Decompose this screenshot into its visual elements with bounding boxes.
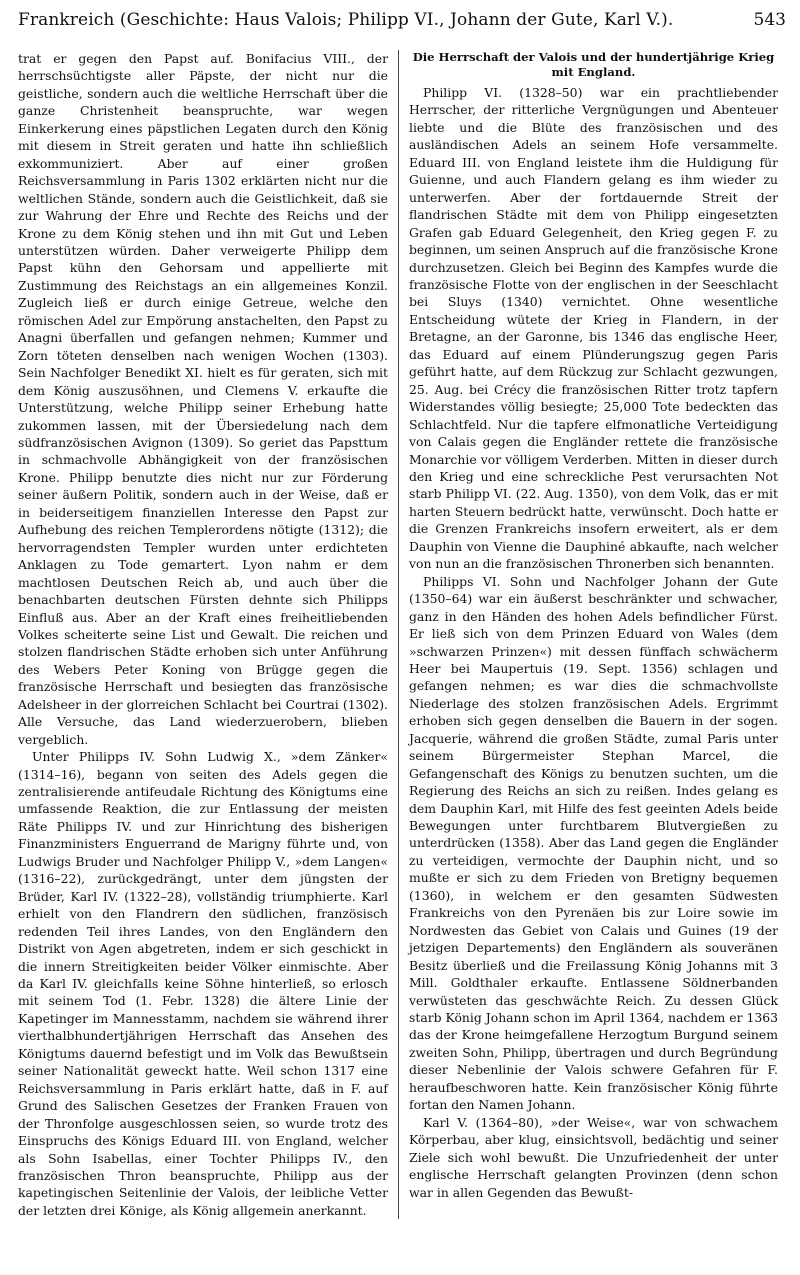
right-column xyxy=(398,50,778,1219)
paragraph: Philipp VI. (1328–50) war ein prachtliebender Herrscher, der ritterliche Vergnügungen und Abenteuer liebte und die Blüte des französischen und des ausländischen Adels an seinem Hofe versammelte. Eduard III. von England leistete ihm die Huldigung für Guienne, und auch Flandern gelang es ihm wieder zu unterwerfen. Aber der fortdauernde Streit der flandrischen Städte mit dem von Philipp eingesetzten Grafen gab Eduard Gelegenheit, den Krieg gegen F. zu beginnen, um seinen Anspruch auf die französische Krone durchzusetzen. Gleich bei Beginn des Kampfes wurde die französische Flotte von der englischen in der Seeschlacht bei Sluys (1340) vernichtet. Ohne wesentliche Entscheidung wütete der Krieg in Flandern, in der Bretagne, an der Garonne, bis 1346 das englische Heer, das Eduard auf einem Plünderungszug gegen Paris geführt hatte, auf dem Rückzug zur Schlacht gezwungen, 25. Aug. bei Crécy die französischen Ritter trotz tapfern Widerstandes völlig besiegte; 25,000 Tote bedeckten das Schlachtfeld. Nur die tapfere elfmonatliche Verteidigung von Calais gegen die Engländer rettete die französische Monarchie vor völligem Verderben. Mitten in dieser durch den Krieg und eine schreckliche Pest verursachten Not starb Philipp VI. (22. Aug. 1350), von dem Volk, das er mit harten Steuern bedrückt hatte, verwünscht. Doch hatte er die Grenzen Frankreichs insofern erweitert, als er dem Dauphin von Vienne die Dauphiné abkaufte, nach welcher von nun an die französischen Thronerben sich benannten. xyxy=(409,85,778,572)
paragraph: trat er gegen den Papst auf. Bonifacius VIII., der herrschsüchtigste aller Päpste, der nicht nur die geistliche, sondern auch die weltliche Herrschaft über die ganze Christenheit beanspruchte, war wegen Einkerkerung eines päpstlichen Legaten durch den König mit diesem in Streit geraten und hatte ihn schließlich exkommuniziert. Aber auf einer großen Reichsversammlung in Paris 1302 erklärten nicht nur die weltlichen Stände, sondern auch die Geistlichkeit, daß sie zur Wahrung der Ehre und Rechte des Reichs und der Krone zu dem König stehen und ihn mit Gut und Leben unterstützen würden. Daher verweigerte Philipp dem Papst kühn den Gehorsam und appellierte mit Zustimmung des Reichstags an ein allgemeines Konzil. Zugleich ließ er durch einige Getreue, welche den römischen Adel zur Empörung anstachelten, den Papst zu Anagni überfallen und gefangen nehmen; Kummer und Zorn töteten denselben nach wenigen Wochen (1303). Sein Nachfolger Benedikt XI. hielt es für geraten, sich mit dem König auszusöhnen, und Clemens V. erkaufte die Unterstützung, welche Philipp seiner Erhebung hatte zukommen lassen, mit der Übersiedelung nach dem südfranzösischen Avignon (1309). So geriet das Papsttum in schmachvolle Abhängigkeit von der französischen Krone. Philipp benutzte dies nicht nur zur Förderung seiner äußern Politik, sondern auch in der Weise, daß er in beiderseitigem finanziellen Interesse den Papst zur Aufhebung des reichen Templerordens nötigte (1312); die hervorragendsten Templer wurden unter erdichteten Anklagen zu Tode gemartert. Lyon nahm er dem machtlosen Deutschen Reich ab, und auch über die benachbarten deutschen Fürsten dehnte sich Philipps Einfluß aus. Aber an der Kraft eines freiheitliebenden Volkes scheiterte seine List und Gewalt. Die reichen und stolzen flandrischen Städte erhoben sich unter Anführung des Webers Peter Koning von Brügge gegen die französische Herrschaft und besiegten das französische Adelsheer in der glorreichen Schlacht bei Courtrai (1302). Alle Versuche, das Land wiederzuerobern, blieben vergeblich. xyxy=(18,51,388,747)
section-heading: Die Herrschaft der Valois und der hundertjährige Krieg mit England. xyxy=(412,50,775,79)
page-header xyxy=(18,10,786,44)
running-title: Frankreich (Geschichte: Haus Valois; Philipp VI., Johann der Gute, Karl V.). xyxy=(18,10,674,30)
text-columns xyxy=(18,50,786,1219)
paragraph: Unter Philipps IV. Sohn Ludwig X., »dem Zänker« (1314–16), begann von seiten des Adels gegen die zentralisierende antifeudale Richtung des Königtums eine umfassende Reaktion, die zur Entlassung der meisten Räte Philipps IV. und zur Hinrichtung des bisherigen Finanzministers Enguerrand de Marigny führte und, von Ludwigs Bruder und Nachfolger Philipp V., »dem Langen« (1316–22), zurückgedrängt, unter dem jüngsten der Brüder, Karl IV. (1322–28), vollständig triumphierte. Karl erhielt von den Flandrern den südlichen, französisch redenden Teil ihres Landes, von den Engländern den Distrikt von Agen abgetreten, indem er sich geschickt in die innern Streitigkeiten beider Völker einmischte. Aber da Karl IV. gleichfalls keine Söhne hinterließ, so erlosch mit seinem Tod (1. Febr. 1328) die ältere Linie der Kapetinger im Mannesstamm, nachdem sie während ihrer vierthalbhundertjährigen Herrschaft das Ansehen des Königtums dauernd befestigt und im Volk das Bewußtsein seiner Nationalität geweckt hatte. Weil schon 1317 eine Reichsversammlung in Paris erklärt hatte, daß in F. auf Grund des Salischen Gesetzes der Franken Frauen von der Thronfolge ausgeschlossen seien, so wurde trotz des Einspruchs des Königs Eduard III. von England, welcher als Sohn Isabellas, einer Tochter Philipps IV., den französischen Thron beanspruchte, Philipp aus der kapetingischen Seitenlinie der Valois, der leibliche Vetter der letzten drei Könige, als König allgemein anerkannt. xyxy=(18,749,388,1218)
paragraph: Karl V. (1364–80), »der Weise«, war von schwachem Körperbau, aber klug, einsichtsvoll, bedächtig und seiner Ziele sich wohl bewußt. Die Unzufriedenheit der unter englische Herrschaft gelangten Provinzen (denn schon war in allen Gegenden das Bewußt- xyxy=(409,1114,778,1200)
left-column xyxy=(18,50,398,1219)
paragraph: Philipps VI. Sohn und Nachfolger Johann der Gute (1350–64) war ein äußerst beschränkter und schwacher, ganz in den Händen des hohen Adels befindlicher Fürst. Er ließ sich von dem Prinzen Eduard von Wales (dem »schwarzen Prinzen«) mit dessen fünffach schwächerm Heer bei Maupertuis (19. Sept. 1356) schlagen und gefangen nehmen; es war dies die schmachvollste Niederlage des stolzen französischen Adels. Ergrimmt erhoben sich gegen denselben die Bauern in der sogen. Jacquerie, während die großen Städte, zumal Paris unter seinem Bürgermeister Stephan Marcel, die Gefangenschaft des Königs zu benutzen suchten, um die Regierung des Reichs an sich zu reißen. Indes gelang es dem Dauphin Karl, mit Hilfe des fest geeinten Adels beide Bewegungen unter furchtbarem Blutvergießen zu unterdrücken (1358). Aber das Land gegen die Engländer zu verteidigen, vermochte der Dauphin nicht, und so mußte er sich zu dem Frieden von Bretigny bequemen (1360), in welchem er den gesamten Südwesten Frankreichs von den Pyrenäen bis zur Loire sowie im Nordwesten das Gebiet von Calais und Guines (19 der jetzigen Departements) den Engländern als souveränen Besitz überließ und die Freilassung König Johanns mit 3 Mill. Goldthaler erkaufte. Entlassene Söldnerbanden verwüsteten das geschwächte Reich. Zu dessen Glück starb König Johann schon im April 1364, nachdem er 1363 das der Krone heimgefallene Herzogtum Burgund seinem zweiten Sohn, Philipp, übertragen und durch Begründung dieser Nebenlinie der Valois schwere Gefahren für F. heraufbeschworen hatte. Kein französischer König führte fortan den Namen Johann. xyxy=(409,573,778,1113)
page-number: 543 xyxy=(753,10,786,30)
